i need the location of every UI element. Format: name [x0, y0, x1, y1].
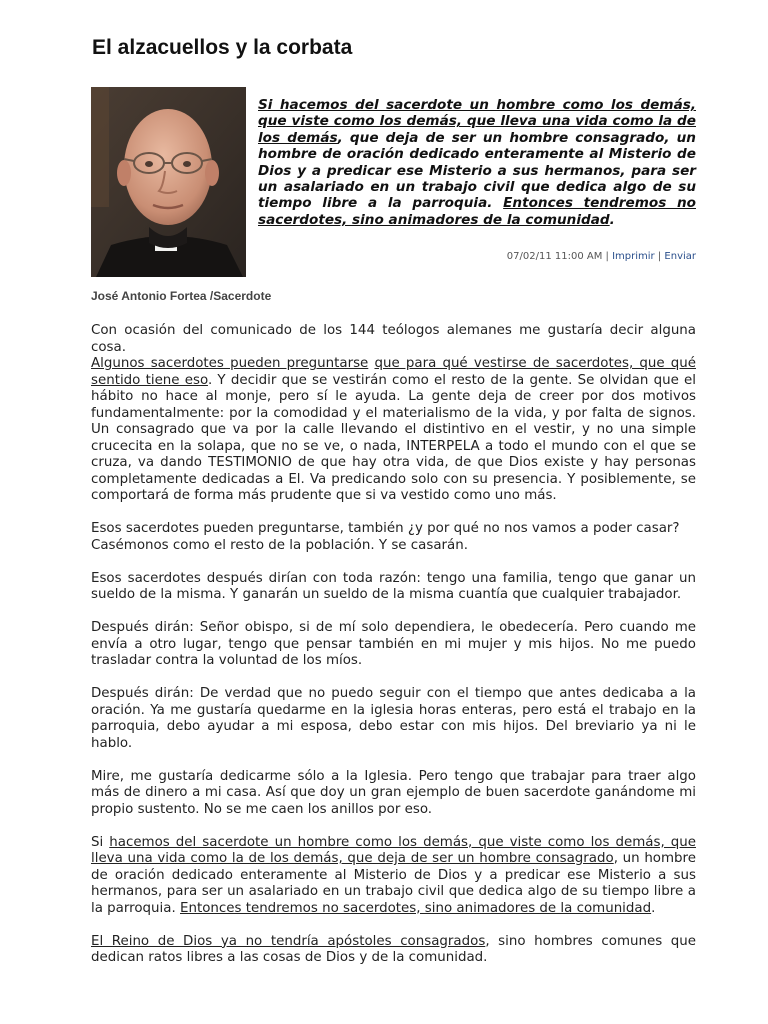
- text-span: , un hombre de oración dedicado enteramente al Misterio de Dios y a predicar ese Misterio a sus hermanos, para ser un asalariado en un trabajo civil que dedica algo de su tiempo libre a la parroquia.: [91, 851, 696, 916]
- text-span: . Y decidir que se vestirán como el resto de la gente. Se olvidan que el hábito no hace al monje, pero sí le ayuda. La gente deja de creer por dos motivos fundamentalmente: por la comodidad y el materialismo de la vida, y por falta de signos. Un consagrado que va por la calle llevando el distintivo en el vestir, y no una simple crucecita en la solapa, que no se ve, o nada, INTERPELA a todo el mundo con el que se cruza, va dando TESTIMONIO de que hay otra vida, de que Dios existe y hay personas completamente dedicadas a El. Va predicando solo con su presencia. Y posiblemente, se comportará de forma más prudente que si va vestido como uno más.: [91, 372, 697, 503]
- body-paragraph: Esos sacerdotes después dirían con toda razón: tengo una familia, tengo que ganar un sueldo de la misma. Y ganarán un sueldo de la misma cuantía que cualquier trabajador.: [91, 570, 696, 602]
- author-photo: [91, 87, 246, 277]
- article-title: El alzacuellos y la corbata: [92, 36, 353, 59]
- send-link[interactable]: Enviar: [664, 251, 696, 262]
- body-paragraph: [91, 835, 696, 918]
- text-span: Si: [91, 834, 110, 850]
- body-paragraph: [91, 521, 696, 554]
- article-body: [91, 323, 696, 983]
- underlined-text: hacemos del sacerdote un hombre como los demás, que viste como los demás, que lleva una vida como la de los demás, que deja de ser un hombre consagrado: [91, 834, 696, 866]
- text-span: Esos sacerdotes pueden preguntarse, también ¿y por qué no nos vamos a poder casar?: [91, 521, 680, 536]
- body-paragraph: [91, 934, 696, 967]
- article-meta: [507, 251, 696, 262]
- print-link[interactable]: Imprimir: [612, 251, 655, 262]
- body-paragraph: Después dirán: Señor obispo, si de mí solo dependiera, le obedecería. Pero cuando me envía a otro lugar, tengo que pensar también en mi mujer y mis hijos. No me puedo trasladar contra la voluntad de los míos.: [91, 620, 696, 668]
- underlined-text: El Reino de Dios ya no tendría apóstoles consagrados: [91, 933, 486, 949]
- lead-quote: [258, 97, 696, 228]
- author-byline: José Antonio Fortea /Sacerdote: [91, 289, 272, 303]
- text-span: , sino hombres comunes que dedican ratos libres a las cosas de Dios y de la comunidad.: [91, 933, 696, 965]
- underlined-text: Entonces tendremos no sacerdotes, sino animadores de la comunidad: [180, 900, 652, 916]
- lead-text-1: , que deja de ser un hombre consagrado, un hombre de oración dedicado enteramente al Misterio de Dios y a predicar ese Misterio a sus hermanos, para ser un asalariado en un trabajo civil que dedica algo de su tiempo libre a la parroquia.: [258, 129, 696, 212]
- body-paragraph: Con ocasión del comunicado de los 144 teólogos alemanes me gustaría decir alguna cosa.: [91, 323, 696, 355]
- body-paragraph: Mire, me gustaría dedicarme sólo a la Iglesia. Pero tengo que trabajar para traer algo más de dinero a mi casa. Así que doy un gran ejemplo de buen sacerdote ganándome mi propio sustento. No se me caen los anillos por eso.: [91, 768, 696, 817]
- underlined-text: Algunos sacerdotes pueden preguntarse: [91, 356, 369, 371]
- lead-underlined-1: Si hacemos del sacerdote un hombre como los demás, que viste como los demás, que lleva una vida como la de los demás: [258, 97, 696, 146]
- lead-text-2: .: [609, 211, 615, 228]
- priest-portrait-image: [91, 87, 246, 277]
- body-paragraph: [91, 356, 696, 505]
- text-span: .: [651, 900, 656, 916]
- underlined-text: que para qué vestirse de sacerdotes, que qué sentido tiene eso: [91, 356, 696, 388]
- body-paragraph: Después dirán: De verdad que no puedo seguir con el tiempo que antes dedicaba a la oración. Ya me gustaría quedarme en la iglesia horas enteras, pero está el trabajo en la parroquia, debo ayudar a mi esposa, debo estar con mis hijos. Del breviario ya ni le hablo.: [91, 686, 696, 751]
- text-span: Casémonos como el resto de la población. Y se casarán.: [91, 537, 468, 553]
- lead-underlined-2: Entonces tendremos no sacerdotes, sino animadores de la comunidad: [258, 195, 696, 228]
- meta-separator: |: [605, 251, 609, 262]
- publish-datetime: 07/02/11 11:00 AM: [506, 251, 603, 262]
- meta-separator: |: [657, 251, 662, 262]
